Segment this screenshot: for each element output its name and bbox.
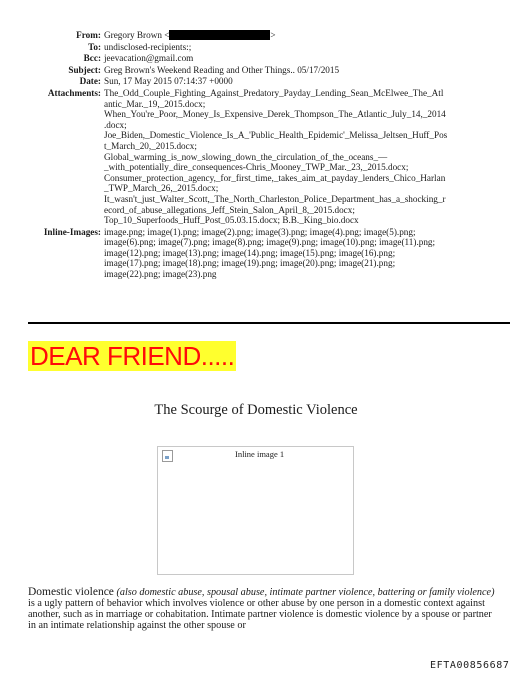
attachments-row [0,88,512,226]
subject-value: Greg Brown's Weekend Reading and Other Things.. 05/17/2015 [104,64,340,75]
inline-images-label: Inline-Images: [43,226,101,237]
inline-image-line: image(17).png; image(18).png; image(19).png; image(20).png; image(21).png; [104,258,396,269]
greeting-banner: DEAR FRIEND..... [30,341,235,371]
attachment-line[interactable]: t_March_20,_2015.docx; [104,140,197,151]
inline-images-row [0,227,512,280]
inline-image-line: image(12).png; image(13).png; image(14).png; image(15).png; image(16).png; [104,247,396,258]
inline-image-placeholder [157,446,354,575]
date-row [0,76,512,87]
attachments-list [104,88,488,226]
date-value: Sun, 17 May 2015 07:14:37 +0000 [104,76,233,87]
subject-row [0,65,512,76]
attachment-line[interactable]: The_Odd_Couple_Fighting_Against_Predatory_Payday_Lending_Sean_McElwee_The_Atl [104,87,444,98]
date-label: Date: [79,76,101,87]
inline-image-line: image(6).png; image(7).png; image(8).png; image(9).png; image(10).png; image(11).png; [104,237,436,248]
bcc-value: jeevacation@gmail.com [104,53,194,64]
attachments-label: Attachments: [47,87,101,98]
broken-image-icon [162,450,173,462]
article-title: The Scourge of Domestic Violence [154,402,358,418]
from-row [0,30,512,41]
paragraph-italic: (also domestic abuse, spousal abuse, intimate partner violence, battering or family violence) [116,587,495,598]
from-label: From: [76,30,101,40]
attachment-line[interactable]: _with_potentially_dire_consequences-Chris_Mooney_TWP_Mar._23,_2015.docx; [104,162,409,173]
document-id: EFTA00856687 [430,660,510,671]
to-label: To: [88,41,101,52]
from-name: Gregory Brown < [104,30,170,40]
attachment-line[interactable]: When_You're_Poor,_Money_Is_Expensive_Derek_Thompson_The_Atlantic_July_14,_2014 [104,109,446,120]
paragraph-lead: Domestic violence [28,586,114,598]
article-paragraph [28,587,498,631]
inline-image-line: image.png; image(1).png; image(2).png; image(3).png; image(4).png; image(5).png; [104,226,416,237]
redaction-block [169,30,270,40]
attachment-line[interactable]: Consumer_protection_agency,_for_first_time,_takes_aim_at_payday_lenders_Chico_Harlan [104,172,446,183]
attachment-line[interactable]: ecord_of_abuse_allegations_Jeff_Stein_Salon_April_8,_2015.docx; [104,204,355,215]
to-value: undisclosed-recipients:; [104,41,192,52]
inline-images-list [104,227,488,280]
attachment-line[interactable]: Global_warming_is_now_slowing_down_the_circulation_of_the_oceans_— [104,151,388,162]
inline-image-alt-text: Inline image 1 [235,449,285,459]
attachment-line[interactable]: .docx; [104,119,127,130]
attachment-line[interactable]: _TWP_March_26,_2015.docx; [104,183,219,194]
attachment-line[interactable]: antic_Mar._19,_2015.docx; [104,98,206,109]
subject-label: Subject: [68,64,101,75]
bcc-label: Bcc: [83,53,101,64]
from-suffix: > [270,30,276,40]
header-divider [28,322,510,324]
paragraph-body: is a ugly pattern of behavior which involves violence or other abuse by one person in a domestic context against another, such as in marriage or cohabitation. Intimate partner violence is domestic violence by a spouse or partner in an intimate relationship against the other spouse or [28,598,492,631]
attachment-line[interactable]: Joe_Biden,_Domestic_Violence_Is_A_'Public_Health_Epidemic'_Melissa_Jeltsen_Huff_Pos [104,130,448,141]
from-value [104,30,488,41]
attachment-line[interactable]: It_wasn't_just_Walter_Scott,_The_North_Charleston_Police_Department_has_a_shocking_r [104,193,446,204]
attachment-line[interactable]: Top_10_Superfoods_Huff_Post_05.03.15.docx; B.B._King_bio.docx [104,215,359,226]
inline-image-line: image(22).png; image(23).png [104,269,217,280]
email-header [0,30,512,281]
to-row [0,42,512,53]
bcc-row [0,53,512,64]
